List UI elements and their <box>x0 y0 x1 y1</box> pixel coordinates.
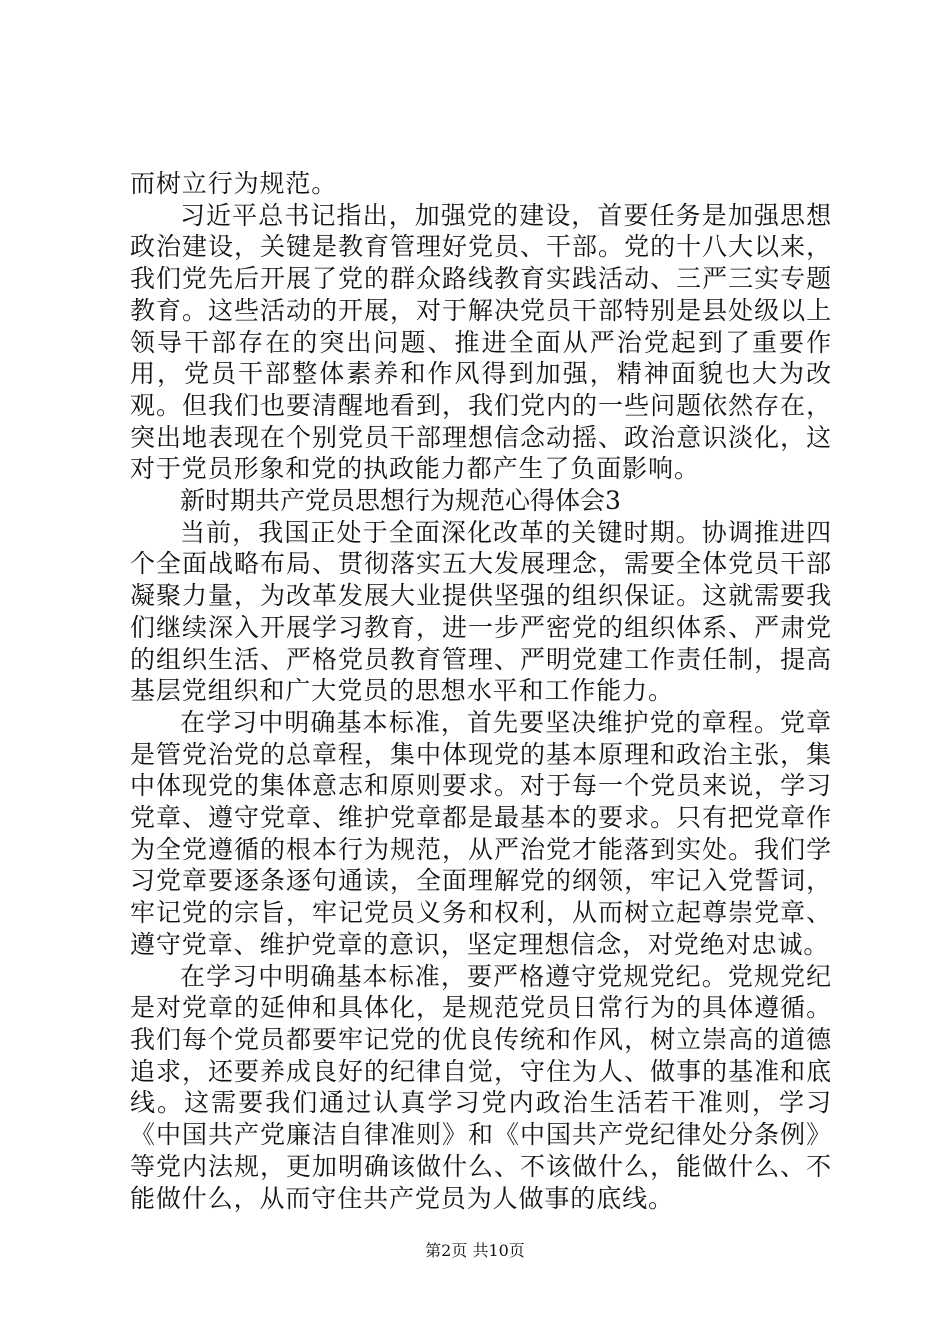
document-body <box>130 168 832 1214</box>
paragraph-continuation: 而树立行为规范。 <box>130 169 338 198</box>
paragraph: 习近平总书记指出，加强党的建设，首要任务是加强思想政治建设，关键是教育管理好党员、干部。党的十八大以来，我们党先后开展了党的群众路线教育实践活动、三严三实专题教育。这些活动的开展，对于解决党员干部特别是县处级以上领导干部存在的突出问题、推进全面从严治党起到了重要作用，党员干部整体素养和作风得到加强，精神面貌也大为改观。但我们也要清醒地看到，我们党内的一些问题依然存在，突出地表现在个别党员干部理想信念动摇、政治意识淡化，这对于党员形象和党的执政能力都产生了负面影响。 <box>130 200 832 484</box>
page-number-footer: 第2页 共10页 <box>425 1241 525 1260</box>
paragraph: 在学习中明确基本标准，首先要坚决维护党的章程。党章是管党治党的总章程，集中体现党的基本原理和政治主张，集中体现党的集体意志和原则要求。对于每一个党员来说，学习党章、遵守党章、维护党章都是最基本的要求。只有把党章作为全党遵循的根本行为规范，从严治党才能落到实处。我们学习党章要逐条逐句通读，全面理解党的纲领，牢记入党誓词，牢记党的宗旨，牢记党员义务和权利，从而树立起尊崇党章、遵守党章、维护党章的意识，坚定理想信念，对党绝对忠诚。 <box>130 707 832 959</box>
paragraph: 在学习中明确基本标准，要严格遵守党规党纪。党规党纪是对党章的延伸和具体化，是规范党员日常行为的具体遵循。我们每个党员都要牢记党的优良传统和作风，树立崇高的道德追求，还要养成良好的纪律自觉，守住为人、做事的基准和底线。这需要我们通过认真学习党内政治生活若干准则，学习《中国共产党廉洁自律准则》和《中国共产党纪律处分条例》等党内法规，更加明确该做什么、不该做什么，能做什么、不能做什么，从而守住共产党员为人做事的底线。 <box>130 961 832 1213</box>
paragraph: 当前，我国正处于全面深化改革的关键时期。协调推进四个全面战略布局、贯彻落实五大发展理念，需要全体党员干部凝聚力量，为改革发展大业提供坚强的组织保证。这就需要我们继续深入开展学习教育，进一步严密党的组织体系、严肃党的组织生活、严格党员教育管理、严明党建工作责任制，提高基层党组织和广大党员的思想水平和工作能力。 <box>130 517 832 706</box>
section-heading: 新时期共产党员思想行为规范心得体会3 <box>180 486 621 516</box>
